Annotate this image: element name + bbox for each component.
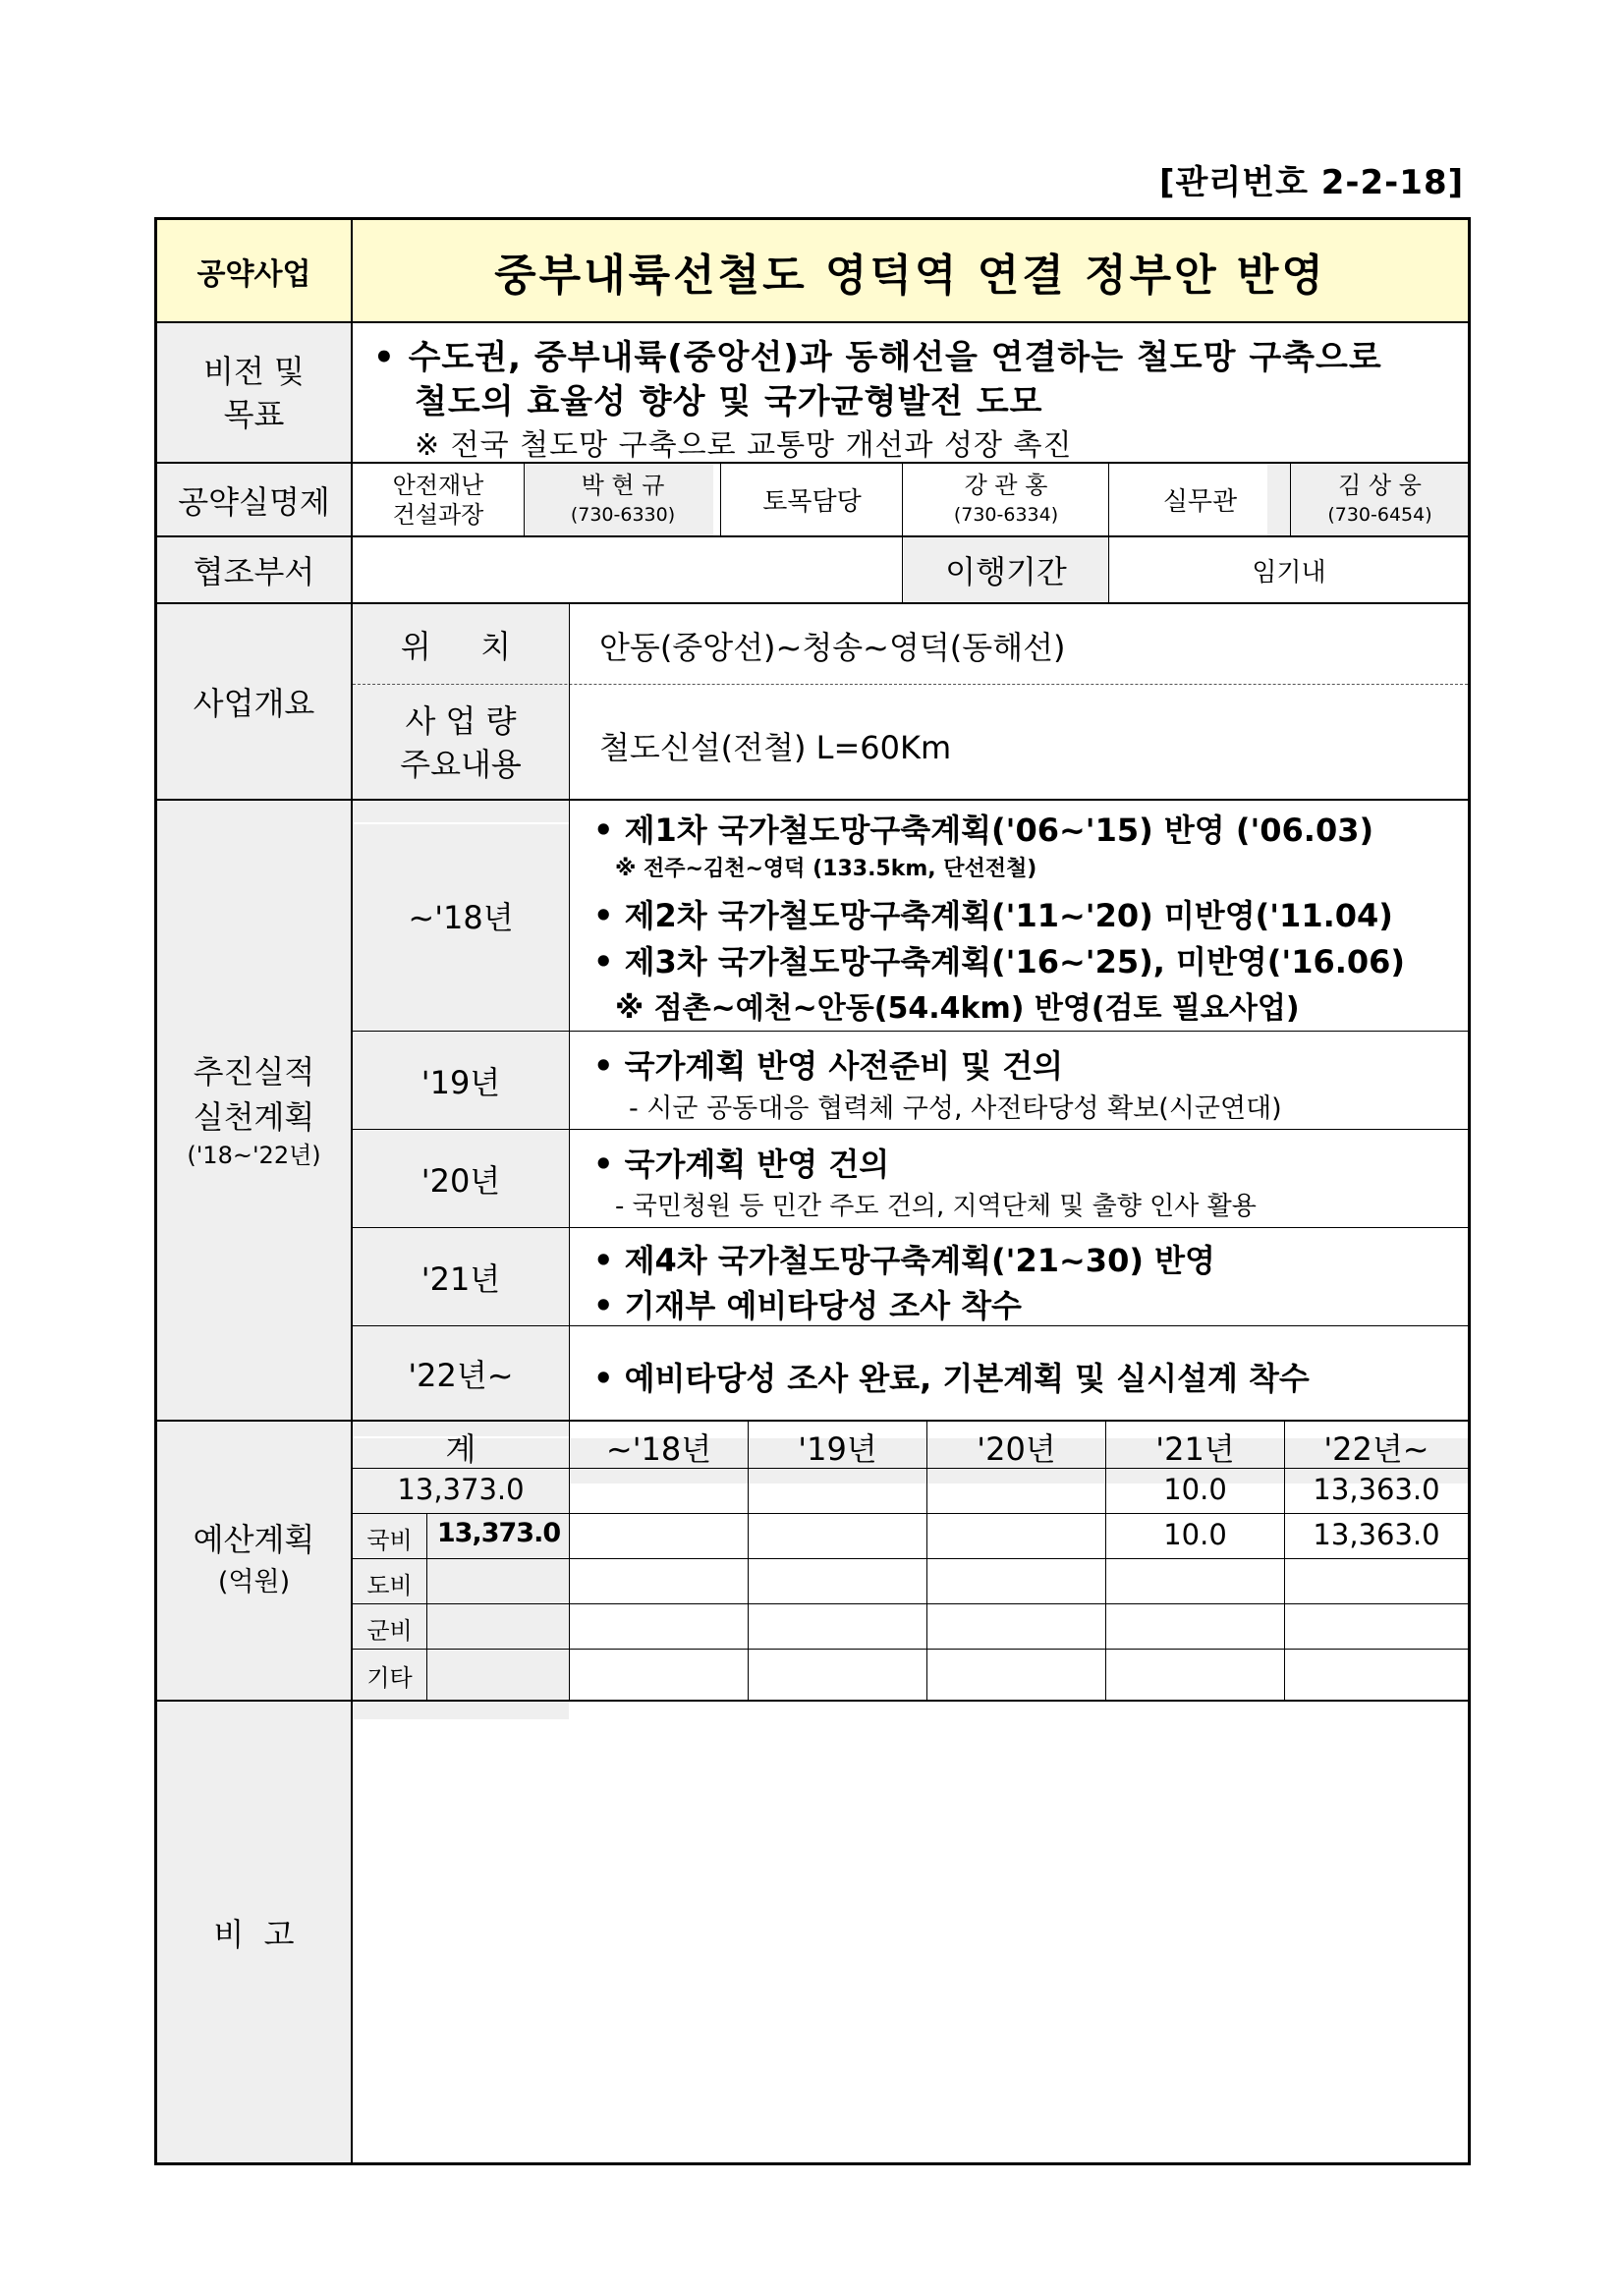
team-name: 강 관 홍 <box>964 471 1048 499</box>
period-label: 이행기간 <box>945 553 1067 590</box>
remarks-label: 비 고 <box>213 1915 295 1953</box>
budget-header-19: '19년 <box>798 1430 877 1468</box>
staff-cell <box>1292 464 1468 535</box>
budget-row-label-province: 도비 <box>366 1572 413 1599</box>
responsible-dept-line1: 안전재난 <box>392 471 484 499</box>
budget-total-22: 13,363.0 <box>1313 1473 1440 1506</box>
budget-total-21: 10.0 <box>1163 1473 1227 1506</box>
staff-phone: (730-6454) <box>1327 503 1432 526</box>
year-19: '19년 <box>420 1064 501 1101</box>
budget-header-total: 계 <box>445 1430 476 1468</box>
progress-18-line1: • 제1차 국가철도망구축계획('06~'15) 반영 ('06.03) <box>593 812 1374 849</box>
progress-20-line2: - 국민청원 등 민간 주도 건의, 지역단체 및 출향 인사 활용 <box>615 1192 1257 1221</box>
progress-20-line1: • 국가계획 반영 건의 <box>593 1146 890 1183</box>
budget-row-label-county: 군비 <box>366 1617 413 1645</box>
progress-18-line4: • 제3차 국가철도망구축계획('16~'25), 미반영('16.06) <box>593 943 1406 980</box>
year-20: '20년 <box>420 1162 501 1200</box>
progress-19-line2: - 시군 공동대응 협력체 구성, 사전타당성 확보(시군연대) <box>629 1093 1282 1124</box>
manager-phone: (730-6330) <box>570 503 676 526</box>
scope-label-line1: 사 업 량 <box>405 701 517 740</box>
team-cell <box>904 464 1108 535</box>
location-label: 위 치 <box>400 627 522 665</box>
progress-label-line1: 추진실적 <box>193 1053 315 1091</box>
progress-19-line1: • 국가계획 반영 사전준비 및 건의 <box>593 1047 1064 1085</box>
scope-label <box>353 686 569 799</box>
pledge-table <box>154 217 1471 2165</box>
responsible-dept <box>353 464 524 535</box>
period-value: 임기내 <box>1252 557 1326 588</box>
budget-national-sum: 13,373.0 <box>436 1518 561 1548</box>
budget-label-line2: (억원) <box>217 1566 291 1597</box>
year-21: '21년 <box>420 1260 501 1298</box>
vision-label-line1: 비전 및 <box>203 352 305 390</box>
budget-national-21: 10.0 <box>1163 1518 1227 1551</box>
manager-name: 박 현 규 <box>581 471 665 499</box>
year-22: '22년~ <box>408 1357 514 1394</box>
budget-header-21: '21년 <box>1155 1430 1235 1468</box>
project-label: 공약사업 <box>196 256 311 292</box>
responsible-dept-line2: 건설과장 <box>392 500 484 529</box>
budget-header-18: ~'18년 <box>605 1430 712 1468</box>
year-18: ~'18년 <box>408 899 514 936</box>
vision-label-line2: 목표 <box>223 395 285 433</box>
budget-national-22: 13,363.0 <box>1313 1518 1440 1551</box>
coop-value <box>353 537 902 602</box>
progress-21-line1: • 제4차 국가철도망구축계획('21~30) 반영 <box>593 1242 1215 1279</box>
project-title: 중부내륙선철도 영덕역 연결 정부안 반영 <box>494 250 1326 301</box>
progress-label-line3: ('18~'22년) <box>187 1142 321 1169</box>
staff-label: 실무관 <box>1162 487 1238 517</box>
progress-22-line1: • 예비타당성 조사 완료, 기본계획 및 실시설계 착수 <box>593 1360 1310 1397</box>
vision-line2: 철도의 효율성 향상 및 국가균형발전 도모 <box>415 382 1043 421</box>
budget-row-label-national: 국비 <box>366 1527 413 1554</box>
progress-18-line3: • 제2차 국가철도망구축계획('11~'20) 미반영('11.04) <box>593 897 1393 934</box>
management-number: [관리번호 2-2-18] <box>1159 163 1465 202</box>
progress-18-line2: ※ 전주~김천~영덕 (133.5km, 단선전철) <box>615 857 1037 881</box>
scope-label-line2: 주요내용 <box>400 745 522 783</box>
budget-label <box>157 1422 351 1700</box>
budget-label-line1: 예산계획 <box>193 1520 315 1558</box>
manager-cell <box>526 464 720 535</box>
responsible-label: 공약실명제 <box>178 482 330 521</box>
progress-18-line5: ※ 점촌~예천~안동(54.4km) 반영(검토 필요사업) <box>615 991 1300 1026</box>
staff-name: 김 상 웅 <box>1338 471 1422 499</box>
progress-21-line2: • 기재부 예비타당성 조사 착수 <box>593 1287 1022 1324</box>
budget-header-20: '20년 <box>977 1430 1056 1468</box>
scope-value: 철도신설(전철) L=60Km <box>599 729 952 766</box>
budget-row-label-other: 기타 <box>366 1664 413 1692</box>
remarks-value <box>353 1702 1468 2162</box>
overview-label: 사업개요 <box>193 685 315 722</box>
coop-label: 협조부서 <box>193 553 315 590</box>
vision-label <box>157 323 351 462</box>
progress-label <box>157 801 351 1420</box>
budget-header-22: '22년~ <box>1323 1430 1429 1468</box>
vision-line3: ※ 전국 철도망 구축으로 교통망 개선과 성장 촉진 <box>415 428 1073 463</box>
location-value: 안동(중앙선)~청송~영덕(동해선) <box>599 629 1066 666</box>
team-label: 토목담당 <box>762 487 862 517</box>
progress-label-line2: 실천계획 <box>193 1098 315 1136</box>
team-phone: (730-6334) <box>953 503 1059 526</box>
vision-line1: • 수도권, 중부내륙(중앙선)과 동해선을 연결하는 철도망 구축으로 <box>373 338 1382 377</box>
budget-total-sum: 13,373.0 <box>397 1473 525 1506</box>
